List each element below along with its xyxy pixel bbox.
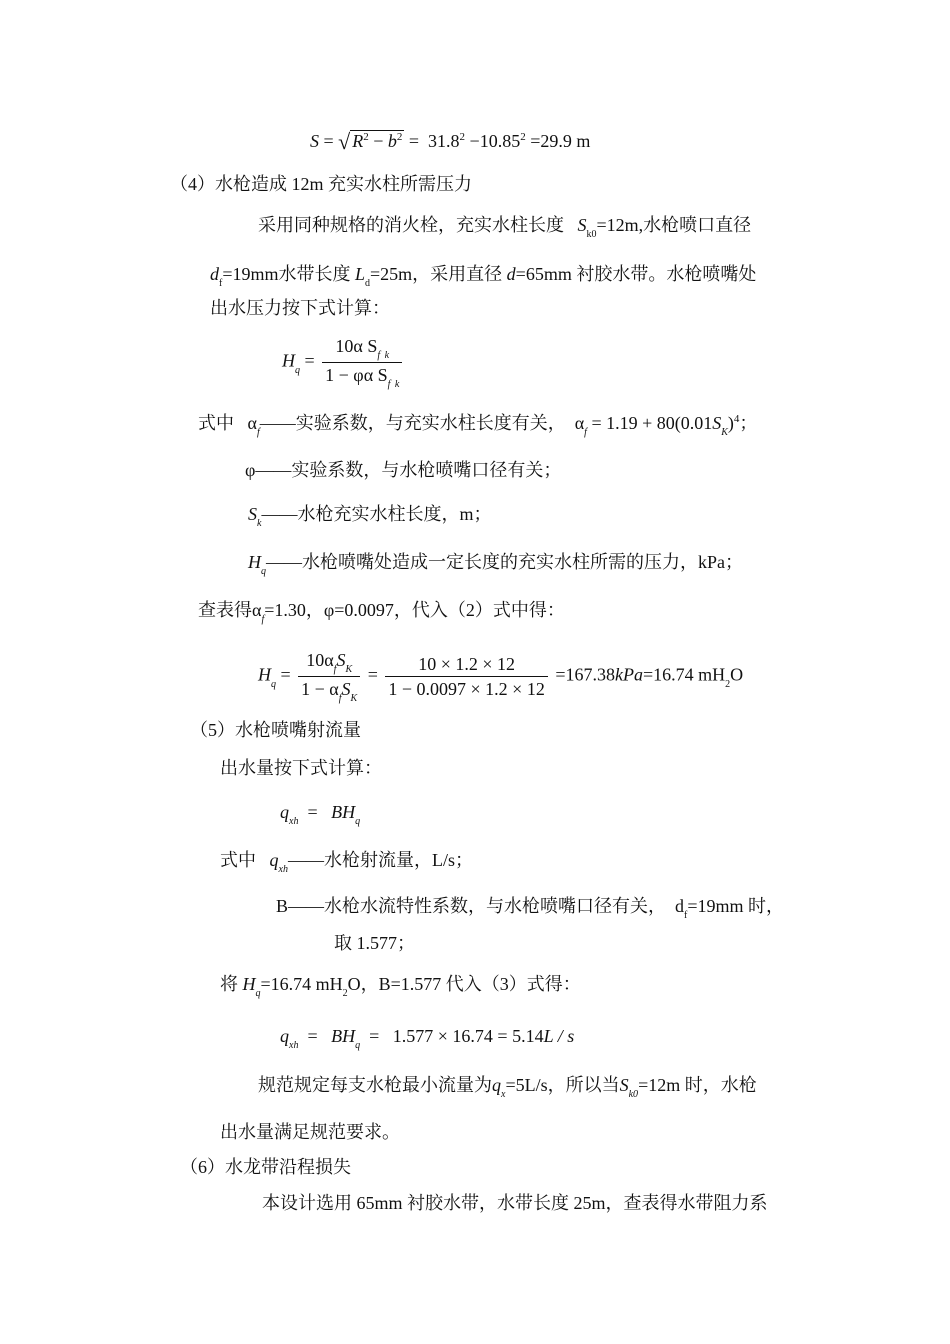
calc-den1-s-sub: K [350,693,358,704]
formula-hq-den-sub-f: f [387,379,391,390]
where-b [276,894,784,922]
eq-s-sup-c: 2 [459,131,466,143]
para1-l: L [355,264,366,284]
q2-eq: = [307,1026,318,1046]
lookup-a: 查表得 [198,600,252,620]
q2-q-sub: xh [289,1040,299,1051]
formula-hq [282,334,405,391]
where-qxh [220,848,473,876]
q2-eq2: = [369,1026,380,1046]
q2-res: = 5.14 [497,1026,544,1046]
calc-h-sub: q [271,678,276,690]
calc-eq2: = [367,664,378,685]
para1-text-b: =12m,水枪喷口直径 [596,215,752,235]
where6-text2: =19mm 时， [687,896,785,916]
where1-s: S [712,413,722,433]
q2-q: q [280,1026,289,1046]
subst-h: H [242,974,256,994]
calc-eq: = [280,664,291,685]
para1-line1 [258,213,751,241]
eq-s-v1: 31.8 [428,131,460,151]
formula-q-q-sub: xh [289,816,299,827]
where1-pow: 4 [733,413,740,425]
spec-line1 [258,1073,757,1101]
calc-den1: 1 − α [301,679,339,699]
section-5-title: （5）水枪喷嘴射流量 [190,720,361,740]
calc-frac2-num: 10 × 1.2 × 12 [418,654,515,674]
where5-q-sub: xh [278,864,288,875]
calc-result: =167.38 [555,664,615,685]
para1-s: S [577,215,587,235]
subst-c: O，B=1.577 代入（3）式得： [347,974,581,994]
para1-text-e: =65mm 衬胶水带。水枪喷嘴处 [515,264,757,284]
eq-s-b: b [387,131,397,151]
formula-q-eq: = [307,802,318,822]
calc-frac1-num [298,648,360,676]
spec-b: =5L/s，所以当 [505,1075,620,1095]
where1-alpha: α [247,413,257,433]
where-hq [248,550,743,578]
formula-hq-eq: = [304,350,315,371]
where1-s-sub: K [721,427,728,438]
formula-hq-den [322,362,402,391]
calc-num1-s-sub: K [345,664,353,675]
formula-q-bh: BH [331,802,356,822]
formula-hq-h: H [282,350,295,371]
spec-q-sub: x [501,1089,506,1100]
para1-s-sub: k0 [586,229,597,240]
spec-q: q [492,1075,501,1095]
where1-expr-end: ) [727,413,734,433]
eq-s-minus: − [373,131,384,151]
calc-unit: kPa [614,664,643,685]
formula-hq-num-sub-k: k [384,350,390,361]
calc-h: H [258,664,271,685]
eq-s-sup-b: 2 [396,131,403,143]
calc-den1-s: S [341,679,351,699]
eq-s-eq2: = [408,131,420,151]
spec-line2: 出水量满足规范要求。 [220,1122,400,1142]
where6-d: d [675,896,685,916]
eq-s-minus2: − [469,131,480,151]
formula-hq-fraction [322,334,402,391]
q2-val: 1.577 × 16.74 [392,1026,493,1046]
para1-l-sub: d [365,278,371,289]
formula-hq-h-sub: q [295,364,300,376]
where4-h: H [248,552,261,572]
where3-text: ——水枪充实水柱长度，m； [261,504,492,524]
lookup-alpha-sub: f [261,614,265,625]
equation-s [310,128,590,156]
where-alpha [198,411,757,439]
para1-d-sub: f [219,278,223,289]
calc-num1-sub: f [333,664,337,675]
eq-s-lhs: S [310,131,319,151]
where5-q: q [269,850,279,870]
calc-frac2 [385,652,547,701]
where1-alpha2: α [574,413,585,433]
eq-s-sup-d: 2 [520,131,526,143]
calc-num1-s: S [336,650,346,670]
formula-hq-num-sub-f: f [377,350,381,361]
sqrt-icon: √ [338,129,351,154]
eq-s-result: =29.9 m [530,131,591,151]
where1-desc: ——实验系数，与充实水柱长度有关， [259,413,566,433]
eq-s-eq1: = [323,131,334,151]
lookup-line [198,598,565,626]
eq-s-sup-a: 2 [363,131,369,143]
calc-result2: =16.74 mH [642,664,726,685]
calc-result2-end: O [730,664,744,685]
para1-text-d: =25m，采用直径 [370,264,503,284]
where1-prefix: 式中 [198,413,234,433]
formula-hq-num-text: 10α S [335,336,378,356]
where-b-value: 取 1.577； [334,933,415,953]
spec-s: S [619,1075,629,1095]
formula-q-q: q [280,802,289,822]
lookup-alpha: α [252,600,262,620]
where5-text: ——水枪射流量，L/s； [287,850,473,870]
section-4-title: （4）水枪造成 12m 充实水柱所需压力 [170,174,472,194]
lookup-b: =1.30，φ=0.0097，代入（2）式中得： [264,600,565,620]
subst-a: 将 [220,974,238,994]
where1-semicolon: ； [739,413,758,433]
where1-alpha2-sub: f [584,427,587,438]
para-last: 本设计选用 65mm 衬胶水带，水带长度 25m，查表得水带阻力系 [262,1193,768,1213]
where4-h-sub: q [261,566,266,577]
para1-line2 [210,262,756,290]
formula-calc [258,648,743,705]
formula-hq-den-sub-k: k [394,379,400,390]
spec-s-sub: k0 [628,1089,639,1100]
subst-b-sub: 2 [342,988,348,999]
subst-h-sub: q [255,988,261,999]
formula-hq-den-text: 1 − φα S [325,365,388,385]
calc-frac1 [298,648,360,705]
flow-intro: 出水量按下式计算： [220,758,382,778]
substitute-line [220,972,581,1000]
calc-h2o-sub: 2 [725,678,731,690]
para1-d: d [210,264,219,284]
where6-text1: B——水枪水流特性系数，与水枪喷嘴口径有关， [276,896,667,916]
formula-q-bh-sub: q [355,816,361,827]
eq-s-radicand [350,130,404,151]
calc-frac1-den [298,676,360,705]
q2-bh-sub: q [355,1040,361,1051]
spec-c: =12m 时，水枪 [638,1075,757,1095]
where6-d-sub: f [684,910,688,921]
eq-s-r: R [352,131,364,151]
where3-s-sub: k [257,518,262,529]
q2-unit: L / s [543,1026,575,1046]
spec-a: 规范规定每支水枪最小流量为 [258,1075,492,1095]
eq-s-v2: 10.85 [479,131,521,151]
where5-prefix: 式中 [220,850,256,870]
calc-frac2-den: 1 − 0.0097 × 1.2 × 12 [385,676,547,701]
where3-s: S [248,504,257,524]
calc-den1-sub: f [338,693,342,704]
where4-text: ——水枪喷嘴处造成一定长度的充实水柱所需的压力，kPa； [266,552,743,572]
subst-b: =16.74 mH [260,974,343,994]
where1-alpha-sub: f [256,427,260,438]
para1-text-c: =19mm水带长度 [222,264,351,284]
where-phi: φ——实验系数，与水枪喷嘴口径有关； [245,460,562,480]
calc-num1: 10α [306,650,334,670]
para1-line3: 出水压力按下式计算： [210,298,390,318]
section-6-title: （6）水龙带沿程损失 [180,1157,351,1177]
where-sk [248,502,491,530]
q2-bh: BH [331,1026,356,1046]
formula-q2 [280,1024,574,1052]
para1-d2: d [506,264,516,284]
para1-text-a: 采用同种规格的消火栓，充实水柱长度 [258,215,564,235]
formula-q [280,800,360,828]
where1-expr: = 1.19 + 80(0.01 [591,413,713,433]
formula-hq-num [322,334,402,362]
